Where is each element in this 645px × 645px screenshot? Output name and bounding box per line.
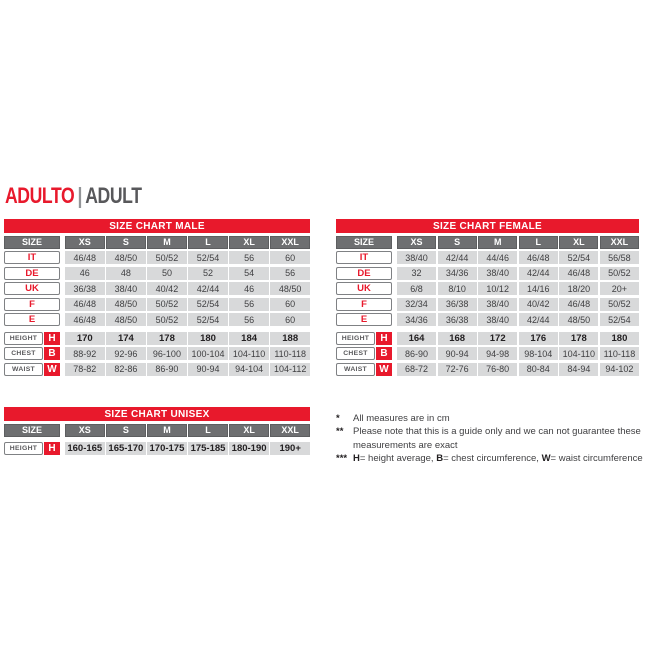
row-label-wrap bbox=[4, 347, 60, 360]
row-label: E bbox=[4, 313, 60, 326]
table-cell: 38/40 bbox=[478, 267, 517, 280]
table-cell: 88-92 bbox=[65, 347, 105, 360]
footnote-marker: *** bbox=[336, 453, 348, 465]
table-cell: 56 bbox=[229, 251, 269, 264]
row-label: DE bbox=[4, 267, 60, 280]
table-header-row bbox=[336, 236, 639, 249]
table-cell: 44/46 bbox=[478, 251, 517, 264]
table-cell: 76-80 bbox=[478, 363, 517, 376]
row-cells bbox=[65, 236, 310, 249]
row-cells bbox=[65, 313, 310, 326]
table-cell: S bbox=[106, 236, 146, 249]
table-cell: 80-84 bbox=[519, 363, 558, 376]
table-cell: 38/40 bbox=[478, 298, 517, 311]
row-label: HEIGHT bbox=[4, 442, 43, 455]
table-cell: 42/44 bbox=[519, 267, 558, 280]
row-cells bbox=[65, 298, 310, 311]
row-label-wrap bbox=[336, 313, 392, 326]
table-cell: 50/52 bbox=[147, 298, 187, 311]
table-cell: 38/40 bbox=[397, 251, 436, 264]
table-cell: 178 bbox=[559, 332, 598, 345]
table-cell: 184 bbox=[229, 332, 269, 345]
row-label-wrap bbox=[4, 332, 60, 345]
table-cell: 190+ bbox=[270, 442, 310, 455]
table-cell: 50/52 bbox=[147, 251, 187, 264]
table-cell: 38/40 bbox=[106, 282, 146, 295]
row-cells bbox=[397, 282, 639, 295]
table-cell: 180 bbox=[600, 332, 639, 345]
row-label-wrap bbox=[336, 267, 392, 280]
table-cell: 56 bbox=[229, 313, 269, 326]
table-cell: 96-100 bbox=[147, 347, 187, 360]
table-cell: 50/52 bbox=[600, 267, 639, 280]
row-label-wrap bbox=[336, 363, 392, 376]
row-cells bbox=[65, 332, 310, 345]
size-header-cell-wrap bbox=[4, 236, 60, 249]
title-adult: ADULT bbox=[85, 183, 142, 208]
table-cell: 94-102 bbox=[600, 363, 639, 376]
table-cell: 68-72 bbox=[397, 363, 436, 376]
footnote-1 bbox=[336, 412, 644, 425]
table-cell: L bbox=[519, 236, 558, 249]
row-label: UK bbox=[4, 282, 60, 295]
table-cell: 46 bbox=[65, 267, 105, 280]
table-cell: 20+ bbox=[600, 282, 639, 295]
row-cells bbox=[397, 236, 639, 249]
table-cell: 32 bbox=[397, 267, 436, 280]
table-cell: 6/8 bbox=[397, 282, 436, 295]
row-label-wrap bbox=[4, 298, 60, 311]
table-cell: 165-170 bbox=[106, 442, 146, 455]
row-label-wrap bbox=[4, 282, 60, 295]
table-cell: 50 bbox=[147, 267, 187, 280]
table-cell: 82-86 bbox=[106, 363, 146, 376]
table-cell: 104-110 bbox=[559, 347, 598, 360]
row-label-wrap bbox=[4, 313, 60, 326]
table-cell: 52/54 bbox=[188, 298, 228, 311]
table-cell: 94-98 bbox=[478, 347, 517, 360]
table-cell: 168 bbox=[438, 332, 477, 345]
row-label-wrap bbox=[4, 363, 60, 376]
table-cell: M bbox=[147, 424, 187, 437]
table-cell: 50/52 bbox=[147, 313, 187, 326]
table-cell: 56 bbox=[270, 267, 310, 280]
table-cell: 38/40 bbox=[478, 313, 517, 326]
row-cells bbox=[65, 347, 310, 360]
table-cell: 10/12 bbox=[478, 282, 517, 295]
measure-row-chest bbox=[336, 347, 639, 360]
table-cell: 86-90 bbox=[147, 363, 187, 376]
row-cells bbox=[397, 313, 639, 326]
size-row-it bbox=[4, 251, 310, 264]
table-title-banner: SIZE CHART MALE bbox=[4, 219, 310, 233]
table-cell: 46/48 bbox=[65, 298, 105, 311]
table-cell: 48/50 bbox=[106, 313, 146, 326]
table-cell: 52/54 bbox=[188, 251, 228, 264]
measure-row-height bbox=[4, 332, 310, 345]
table-cell: 46/48 bbox=[559, 298, 598, 311]
table-cell: S bbox=[438, 236, 477, 249]
title-adulto: ADULTO bbox=[5, 183, 75, 208]
footnote-text: Please note that this is a guide only and we can not guarantee these measurements are exact bbox=[353, 426, 641, 451]
row-cells bbox=[397, 267, 639, 280]
size-row-de bbox=[4, 267, 310, 280]
table-cell: 50/52 bbox=[600, 298, 639, 311]
page-title bbox=[5, 183, 142, 209]
row-label: WAIST bbox=[336, 363, 375, 376]
row-label: WAIST bbox=[4, 363, 43, 376]
table-cell: 60 bbox=[270, 298, 310, 311]
row-label-wrap bbox=[336, 251, 392, 264]
size-chart-male-table bbox=[4, 219, 310, 376]
footnote-text: All measures are in cm bbox=[353, 413, 450, 424]
size-row-de bbox=[336, 267, 639, 280]
table-cell: 90-94 bbox=[438, 347, 477, 360]
table-cell: 46 bbox=[229, 282, 269, 295]
table-title-banner: SIZE CHART UNISEX bbox=[4, 407, 310, 421]
size-row-f bbox=[336, 298, 639, 311]
table-cell: 100-104 bbox=[188, 347, 228, 360]
size-header-cell: SIZE bbox=[336, 236, 392, 249]
table-cell: 98-104 bbox=[519, 347, 558, 360]
row-cells bbox=[65, 442, 310, 455]
row-label-wrap bbox=[336, 298, 392, 311]
size-row-it bbox=[336, 251, 639, 264]
row-label: UK bbox=[336, 282, 392, 295]
size-header-cell: SIZE bbox=[4, 236, 60, 249]
table-cell: 110-118 bbox=[600, 347, 639, 360]
table-cell: 56 bbox=[229, 298, 269, 311]
footnote-marker: ** bbox=[336, 426, 344, 438]
table-cell: 46/48 bbox=[559, 267, 598, 280]
table-cell: 52 bbox=[188, 267, 228, 280]
measure-row-chest bbox=[4, 347, 310, 360]
table-cell: XL bbox=[229, 424, 269, 437]
measure-badge-h: H bbox=[44, 332, 60, 345]
table-cell: 170 bbox=[65, 332, 105, 345]
table-cell: 48 bbox=[106, 267, 146, 280]
row-label: IT bbox=[4, 251, 60, 264]
table-cell: 172 bbox=[478, 332, 517, 345]
table-cell: XL bbox=[229, 236, 269, 249]
table-cell: S bbox=[106, 424, 146, 437]
table-cell: 84-94 bbox=[559, 363, 598, 376]
table-cell: 14/16 bbox=[519, 282, 558, 295]
table-cell: 48/50 bbox=[270, 282, 310, 295]
table-cell: 72-76 bbox=[438, 363, 477, 376]
table-cell: 46/48 bbox=[65, 251, 105, 264]
table-cell: 46/48 bbox=[519, 251, 558, 264]
table-cell: 48/50 bbox=[106, 298, 146, 311]
row-label: HEIGHT bbox=[336, 332, 375, 345]
measure-badge-w: W bbox=[376, 363, 392, 376]
row-cells bbox=[397, 298, 639, 311]
table-cell: 48/50 bbox=[106, 251, 146, 264]
footnote-marker: * bbox=[336, 413, 340, 424]
size-row-uk bbox=[4, 282, 310, 295]
footnote-3 bbox=[336, 452, 644, 465]
table-cell: L bbox=[188, 236, 228, 249]
table-cell: 46/48 bbox=[65, 313, 105, 326]
table-cell: 78-82 bbox=[65, 363, 105, 376]
row-label: CHEST bbox=[336, 347, 375, 360]
row-cells bbox=[65, 363, 310, 376]
table-cell: M bbox=[478, 236, 517, 249]
table-cell: 32/34 bbox=[397, 298, 436, 311]
table-cell: 160-165 bbox=[65, 442, 105, 455]
row-cells bbox=[65, 267, 310, 280]
row-label: E bbox=[336, 313, 392, 326]
table-header-row bbox=[4, 424, 310, 437]
table-cell: L bbox=[188, 424, 228, 437]
table-cell: 34/36 bbox=[397, 313, 436, 326]
row-cells bbox=[397, 347, 639, 360]
table-cell: 34/36 bbox=[438, 267, 477, 280]
footnote-2 bbox=[336, 425, 644, 452]
table-cell: 90-94 bbox=[188, 363, 228, 376]
table-cell: XS bbox=[65, 236, 105, 249]
table-cell: 60 bbox=[270, 313, 310, 326]
table-cell: 110-118 bbox=[270, 347, 310, 360]
row-label-wrap bbox=[4, 251, 60, 264]
table-cell: 42/44 bbox=[438, 251, 477, 264]
table-cell: 164 bbox=[397, 332, 436, 345]
table-title-banner: SIZE CHART FEMALE bbox=[336, 219, 639, 233]
size-row-f bbox=[4, 298, 310, 311]
measure-row-height bbox=[4, 442, 310, 455]
footnotes bbox=[336, 412, 644, 466]
table-cell: XS bbox=[397, 236, 436, 249]
table-cell: 48/50 bbox=[559, 313, 598, 326]
table-cell: 180-190 bbox=[229, 442, 269, 455]
table-cell: XXL bbox=[270, 424, 310, 437]
footnote-text: H= height average, B= chest circumference, W= waist circumference bbox=[353, 453, 643, 465]
size-chart-unisex-table bbox=[4, 407, 310, 455]
measure-badge-h: H bbox=[44, 442, 60, 455]
table-cell: 52/54 bbox=[600, 313, 639, 326]
row-label-wrap bbox=[336, 332, 392, 345]
measure-row-waist bbox=[4, 363, 310, 376]
table-cell: 170-175 bbox=[147, 442, 187, 455]
table-cell: 18/20 bbox=[559, 282, 598, 295]
row-cells bbox=[397, 363, 639, 376]
row-label-wrap bbox=[4, 267, 60, 280]
table-cell: 86-90 bbox=[397, 347, 436, 360]
size-header-cell-wrap bbox=[336, 236, 392, 249]
table-cell: 36/38 bbox=[438, 298, 477, 311]
title-separator: | bbox=[77, 183, 83, 208]
table-cell: 180 bbox=[188, 332, 228, 345]
table-cell: 94-104 bbox=[229, 363, 269, 376]
size-row-e bbox=[336, 313, 639, 326]
table-cell: 40/42 bbox=[147, 282, 187, 295]
table-cell: 42/44 bbox=[188, 282, 228, 295]
size-header-cell: SIZE bbox=[4, 424, 60, 437]
row-label-wrap bbox=[4, 442, 60, 455]
row-label: IT bbox=[336, 251, 392, 264]
table-cell: 56/58 bbox=[600, 251, 639, 264]
table-cell: XL bbox=[559, 236, 598, 249]
table-cell: 52/54 bbox=[188, 313, 228, 326]
table-cell: 104-110 bbox=[229, 347, 269, 360]
size-row-e bbox=[4, 313, 310, 326]
measure-badge-b: B bbox=[376, 347, 392, 360]
table-cell: 42/44 bbox=[519, 313, 558, 326]
size-header-cell-wrap bbox=[4, 424, 60, 437]
row-label: F bbox=[4, 298, 60, 311]
table-cell: M bbox=[147, 236, 187, 249]
size-row-uk bbox=[336, 282, 639, 295]
row-label: HEIGHT bbox=[4, 332, 43, 345]
table-cell: XS bbox=[65, 424, 105, 437]
table-cell: 8/10 bbox=[438, 282, 477, 295]
measure-badge-w: W bbox=[44, 363, 60, 376]
row-cells bbox=[397, 332, 639, 345]
row-label: F bbox=[336, 298, 392, 311]
row-label: CHEST bbox=[4, 347, 43, 360]
table-cell: 52/54 bbox=[559, 251, 598, 264]
measure-badge-h: H bbox=[376, 332, 392, 345]
row-label-wrap bbox=[336, 282, 392, 295]
measure-row-height bbox=[336, 332, 639, 345]
table-cell: 40/42 bbox=[519, 298, 558, 311]
table-cell: 36/38 bbox=[438, 313, 477, 326]
table-cell: XXL bbox=[270, 236, 310, 249]
table-cell: 175-185 bbox=[188, 442, 228, 455]
table-header-row bbox=[4, 236, 310, 249]
size-chart-female-table bbox=[336, 219, 639, 376]
table-cell: 178 bbox=[147, 332, 187, 345]
row-cells bbox=[397, 251, 639, 264]
row-label-wrap bbox=[336, 347, 392, 360]
table-cell: 176 bbox=[519, 332, 558, 345]
row-label: DE bbox=[336, 267, 392, 280]
measure-row-waist bbox=[336, 363, 639, 376]
table-cell: 36/38 bbox=[65, 282, 105, 295]
table-cell: 92-96 bbox=[106, 347, 146, 360]
table-cell: 188 bbox=[270, 332, 310, 345]
table-cell: 174 bbox=[106, 332, 146, 345]
table-cell: 60 bbox=[270, 251, 310, 264]
row-cells bbox=[65, 424, 310, 437]
table-cell: 104-112 bbox=[270, 363, 310, 376]
table-cell: XXL bbox=[600, 236, 639, 249]
table-cell: 54 bbox=[229, 267, 269, 280]
row-cells bbox=[65, 251, 310, 264]
measure-badge-b: B bbox=[44, 347, 60, 360]
row-cells bbox=[65, 282, 310, 295]
